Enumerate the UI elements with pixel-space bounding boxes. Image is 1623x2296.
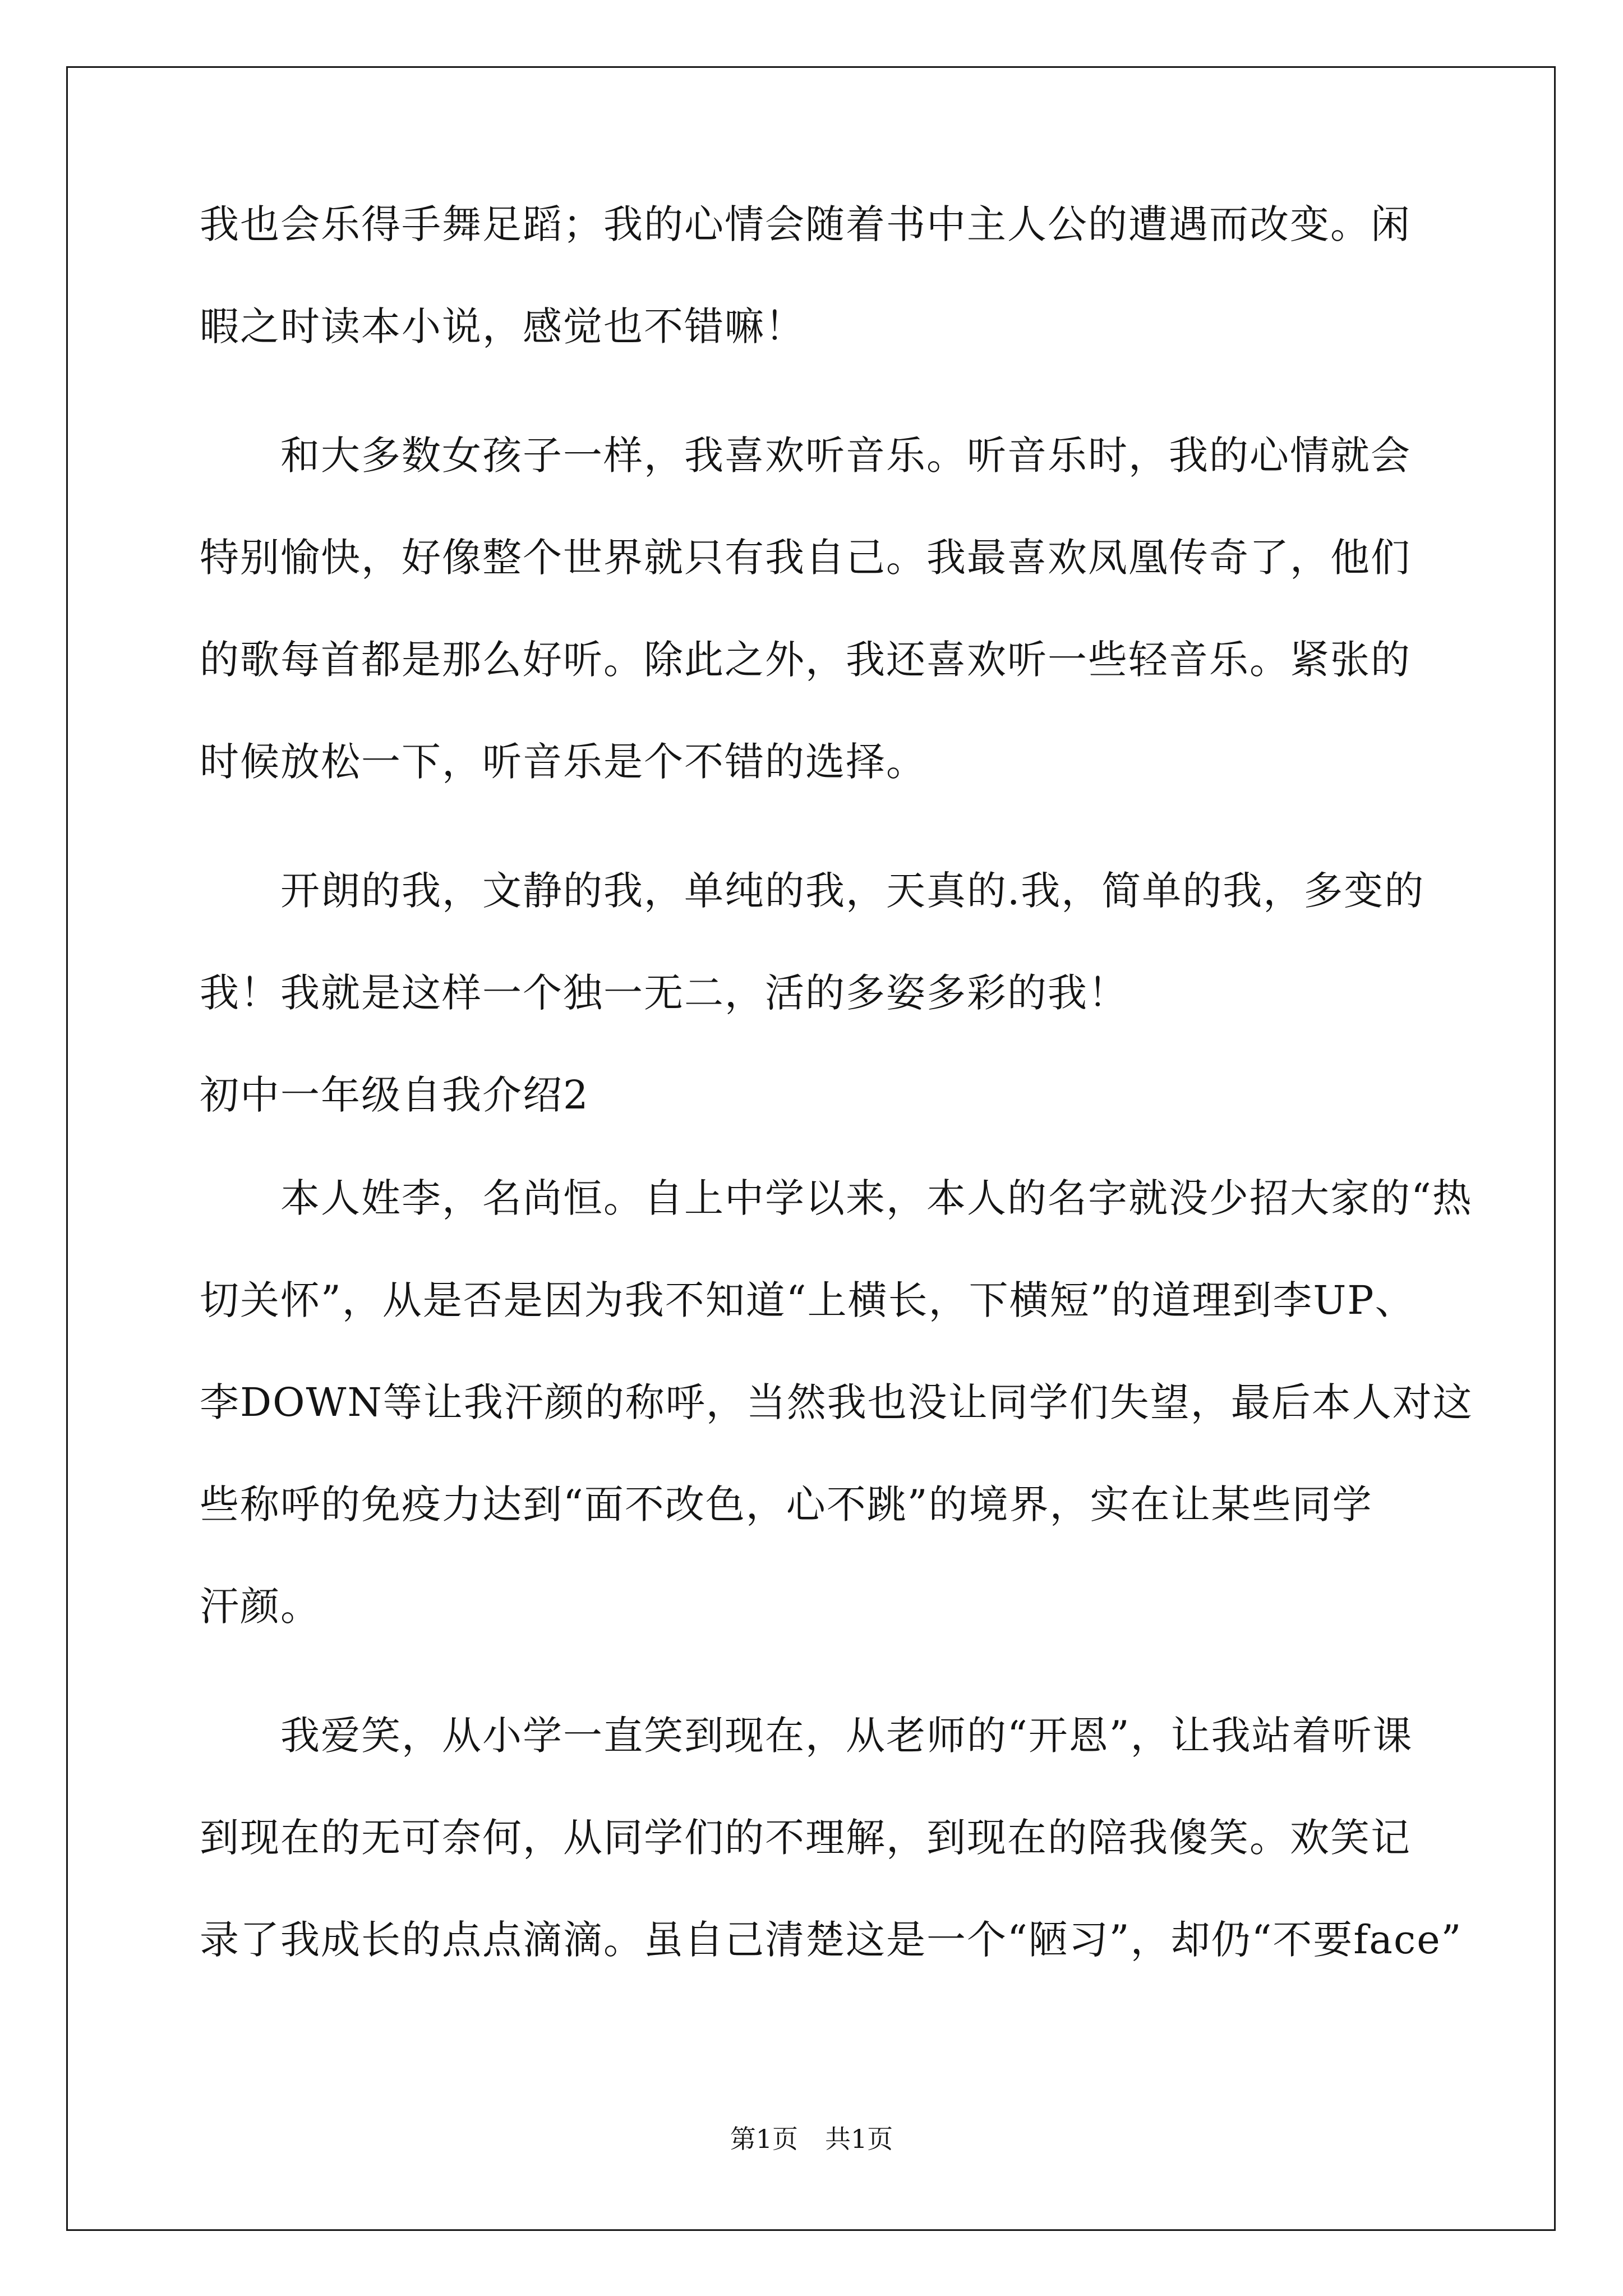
paragraph-start-line: 我爱笑，从小学一直笑到现在，从老师的“开恩”，让我站着听课 [280,1713,1413,1759]
text-line: 切关怀”，从是否是因为我不知道“上横长，下横短”的道理到李UP、 [200,1277,1415,1323]
text-line: 到现在的无可奈何，从同学们的不理解，到现在的陪我傻笑。欢笑记 [200,1815,1411,1861]
text-line: 的歌每首都是那么好听。除此之外，我还喜欢听一些轻音乐。紧张的 [200,637,1411,683]
text-line: 汗颜。 [200,1584,321,1630]
text-line: 李DOWN等让我汗颜的称呼，当然我也没让同学们失望，最后本人对这 [200,1379,1473,1425]
paragraph-start-line: 本人姓李，名尚恒。自上中学以来，本人的名字就没少招大家的“热 [280,1175,1473,1221]
text-line: 录了我成长的点点滴滴。虽自己清楚这是一个“陋习”，却仍“不要face” [200,1917,1463,1963]
text-line: 特别愉快，好像整个世界就只有我自己。我最喜欢凤凰传奇了，他们 [200,535,1411,581]
section-heading: 初中一年级自我介绍2 [200,1072,589,1118]
text-line: 我！我就是这样一个独一无二，活的多姿多彩的我！ [200,970,1128,1016]
text-line: 些称呼的免疫力达到“面不改色，心不跳”的境界，实在让某些同学 [200,1481,1373,1527]
total-pages-label: 共1页 [825,2124,893,2154]
text-line: 我也会乐得手舞足蹈；我的心情会随着书中主人公的遭遇而改变。闲 [200,201,1411,247]
text-line: 暇之时读本小说，感觉也不错嘛！ [200,303,805,349]
paragraph-start-line: 开朗的我，文静的我，单纯的我，天真的.我，简单的我，多变的 [280,868,1425,914]
page-number-label: 第1页 [730,2124,798,2154]
page-border [66,66,1556,2231]
text-line: 时候放松一下，听音乐是个不错的选择。 [200,739,926,785]
page-footer [0,2122,1623,2156]
paragraph-start-line: 和大多数女孩子一样，我喜欢听音乐。听音乐时，我的心情就会 [280,432,1411,478]
